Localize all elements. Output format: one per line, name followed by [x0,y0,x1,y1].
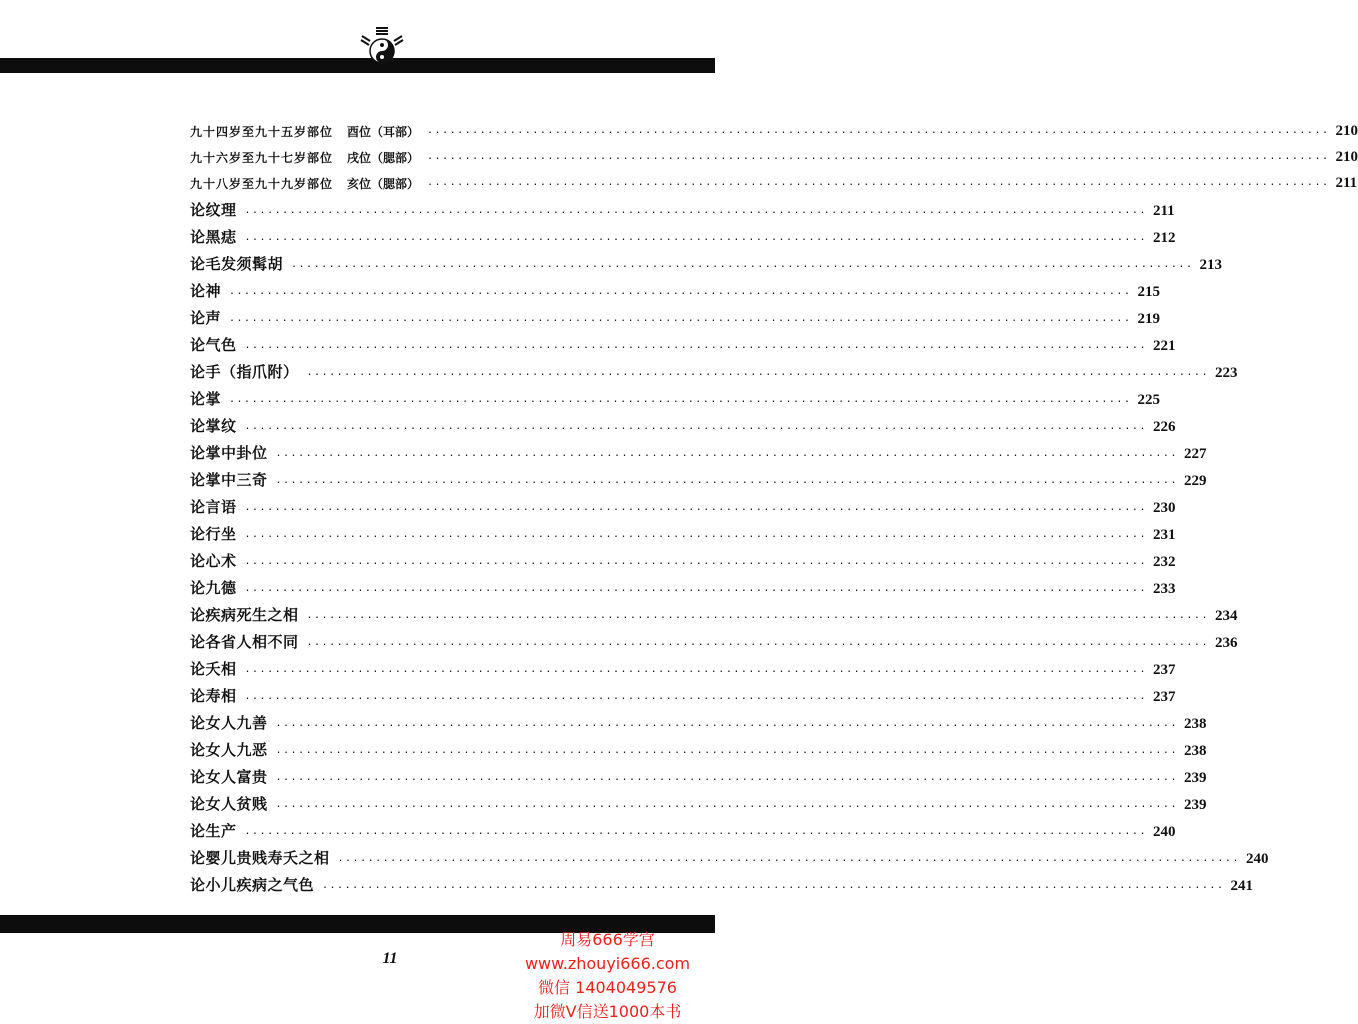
toc-entry [190,358,1238,382]
toc-entry-page: 225 [1137,392,1160,408]
toc-entry [190,709,1207,733]
toc-dot-leader: ........................................................................................................................ [244,556,1147,567]
toc-entry [190,547,1176,571]
toc-entry-page: 223 [1214,365,1238,381]
toc-entry [190,466,1207,490]
toc-dot-leader: ........................................................................................................................ [427,125,1330,136]
toc-entry-page: 227 [1183,446,1207,462]
toc-entry [190,385,1160,409]
toc-entry-title: 论小儿疾病之气色 [190,876,315,894]
toc-entry-title: 论九德 [190,579,237,597]
toc-entry [190,844,1269,868]
toc-entry-page: 240 [1245,851,1269,867]
toc-entry [190,736,1207,760]
toc-dot-leader: ........................................................................................................................ [244,232,1147,243]
toc-entry-page: 211 [1152,203,1175,219]
toc-entry [190,412,1176,436]
toc-entry [190,116,1358,140]
toc-dot-leader: ........................................................................................................................ [244,529,1147,540]
toc-entry-title: 论气色 [190,336,237,354]
page-number: 11 [382,950,398,967]
toc-dot-leader: ........................................................................................................................ [229,313,1132,324]
toc-entry-title: 论女人九善 [190,714,268,732]
toc-entry-title: 九十八岁至九十九岁部位 [190,177,334,191]
toc-entry-page: 236 [1214,635,1238,651]
toc-dot-leader: ........................................................................................................................ [291,259,1194,270]
toc-entry-page: 215 [1137,284,1160,300]
toc-dot-leader: ........................................................................................................................ [275,475,1178,486]
toc-entry [190,277,1160,301]
toc-entry-page: 240 [1152,824,1176,840]
toc-entry-page: 233 [1152,581,1176,597]
toc-entry-title: 论言语 [190,498,237,516]
toc-entry [190,574,1176,598]
toc-entry-title: 论黑痣 [190,228,237,246]
toc-entry-page: 241 [1230,878,1253,894]
toc-entry-title: 论纹理 [190,201,237,219]
toc-dot-leader: ........................................................................................................................ [322,880,1225,891]
watermark [500,928,715,1024]
toc-entry [190,763,1207,787]
toc-entry-title: 论各省人相不同 [190,633,299,651]
toc-entry-title: 论寿相 [190,687,237,705]
toc-dot-leader: ........................................................................................................................ [275,745,1178,756]
toc-entry [190,817,1176,841]
toc-entry-title: 论掌纹 [190,417,237,435]
toc-entry-title: 论手（指爪附） [190,363,299,381]
toc-entry-page: 237 [1152,689,1176,705]
toc-entry-page: 231 [1152,527,1176,543]
toc-dot-leader: ........................................................................................................................ [244,502,1147,513]
toc-entry-page: 234 [1214,608,1238,624]
toc-entry-title: 论掌中卦位 [190,444,268,462]
toc-entry-page: 210 [1335,149,1358,165]
toc-entry-page: 238 [1183,716,1207,732]
toc-entry [190,250,1222,274]
toc-dot-leader: ........................................................................................................................ [244,664,1147,675]
toc-dot-leader: ........................................................................................................................ [229,394,1132,405]
toc-entry [190,223,1176,247]
toc-entry-title: 论心术 [190,552,237,570]
toc-dot-leader: ........................................................................................................................ [306,610,1209,621]
toc-entry-page: 226 [1152,419,1176,435]
toc-entry-page: 221 [1152,338,1176,354]
toc-entry-title: 论生产 [190,822,237,840]
toc-dot-leader: ........................................................................................................................ [229,286,1132,297]
toc-entry [190,304,1160,328]
toc-entry [190,196,1175,220]
toc-dot-leader: ........................................................................................................................ [244,340,1147,351]
toc-entry-page: 229 [1183,473,1207,489]
toc-entry-title: 论掌中三奇 [190,471,268,489]
toc-entry-title: 论女人九恶 [190,741,268,759]
toc-entry [190,790,1207,814]
toc-entry-page: 211 [1335,175,1358,191]
toc-entry-page: 238 [1183,743,1207,759]
toc-dot-leader: ........................................................................................................................ [244,826,1147,837]
toc-entry [190,871,1253,895]
toc-entry-page: 230 [1152,500,1176,516]
toc-entry [190,601,1238,625]
toc-entry-subtitle: 亥位（腮部） [347,177,420,191]
toc-entry-page: 210 [1335,123,1358,139]
toc-dot-leader: ........................................................................................................................ [337,853,1240,864]
toc-entry-title: 论神 [190,282,222,300]
toc-entry-title: 论女人富贵 [190,768,268,786]
toc-dot-leader: ........................................................................................................................ [306,637,1209,648]
toc-entry [190,655,1176,679]
toc-entry-title: 论女人贫贱 [190,795,268,813]
watermark-url: www.zhouyi666.com [524,954,691,973]
toc-entry-title: 论行坐 [190,525,237,543]
toc-entry-page: 219 [1137,311,1160,327]
toc-entry-title: 论婴儿贵贱寿夭之相 [190,849,330,867]
watermark-line: 加微V信送1000本书 [533,1002,682,1021]
toc-entry [190,628,1238,652]
toc-dot-leader: ........................................................................................................................ [244,421,1147,432]
toc-entry [190,168,1358,192]
toc-dot-leader: ........................................................................................................................ [275,799,1178,810]
toc-entry-page: 237 [1152,662,1176,678]
toc-dot-leader: ........................................................................................................................ [306,367,1209,378]
toc-dot-leader: ........................................................................................................................ [427,177,1330,188]
toc-entry-title: 论疾病死生之相 [190,606,299,624]
toc-dot-leader: ........................................................................................................................ [427,151,1330,162]
toc-entry-title: 论毛发须髯胡 [190,255,284,273]
bagua-taiji-icon [356,24,408,68]
toc-entry-subtitle: 戌位（腮部） [347,151,420,165]
toc-dot-leader: ........................................................................................................................ [275,772,1178,783]
toc-entry-page: 213 [1199,257,1222,273]
toc-entry-title: 九十四岁至九十五岁部位 [190,125,334,139]
toc-entry-subtitle: 酉位（耳部） [347,125,420,139]
toc-dot-leader: ........................................................................................................................ [275,448,1178,459]
toc-entry-page: 212 [1152,230,1176,246]
toc-entry-title: 论掌 [190,390,222,408]
toc-entry [190,142,1358,166]
toc-entry-page: 232 [1152,554,1176,570]
toc-entry-title: 论夭相 [190,660,237,678]
toc-dot-leader: ........................................................................................................................ [275,718,1178,729]
toc-entry [190,682,1176,706]
toc-entry-page: 239 [1183,797,1207,813]
toc-entry [190,331,1176,355]
toc-entry [190,493,1176,517]
toc-entry [190,520,1176,544]
watermark-line: 微信 1404049576 [538,978,677,997]
toc-dot-leader: ........................................................................................................................ [244,583,1147,594]
toc-dot-leader: ........................................................................................................................ [244,205,1147,216]
watermark-line: 周易666学宫 [560,930,655,949]
toc-entry-title: 论声 [190,309,222,327]
toc-entry [190,439,1207,463]
toc-entry-title: 九十六岁至九十七岁部位 [190,151,334,165]
toc-dot-leader: ........................................................................................................................ [244,691,1147,702]
toc-entry-page: 239 [1183,770,1207,786]
